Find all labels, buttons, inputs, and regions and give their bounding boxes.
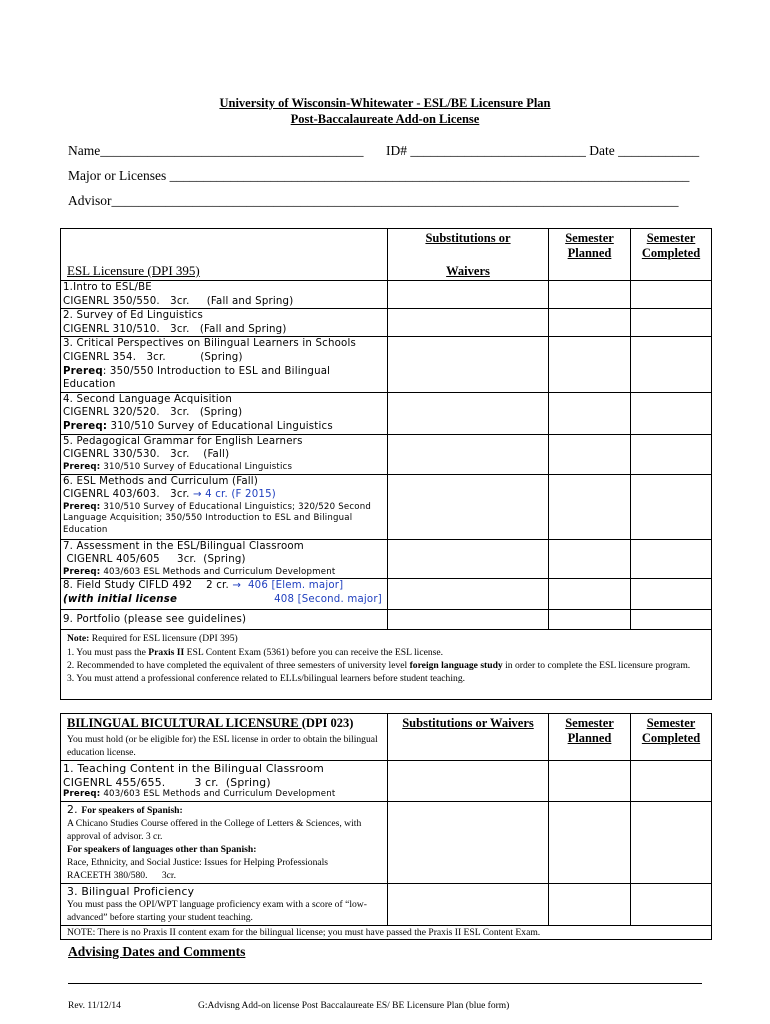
bilingual-heading: BILINGUAL BICULTURAL LICENSURE xyxy=(67,716,302,730)
esl-subs-cell[interactable] xyxy=(388,309,549,337)
esl-completed-cell[interactable] xyxy=(631,337,712,392)
esl-planned-cell[interactable] xyxy=(549,610,631,630)
bilingual-planned-cell[interactable] xyxy=(549,883,631,926)
comment-line[interactable] xyxy=(68,983,702,984)
bilingual-table xyxy=(60,713,712,940)
esl-course-row: 9. Portfolio (please see guidelines) xyxy=(61,610,388,630)
esl-completed-cell[interactable] xyxy=(631,474,712,539)
bilingual-col-subs: Substitutions or Waivers xyxy=(388,714,549,761)
esl-subs-cell[interactable] xyxy=(388,474,549,539)
esl-completed-cell[interactable] xyxy=(631,281,712,309)
esl-table xyxy=(60,228,712,700)
esl-planned-cell[interactable] xyxy=(549,474,631,539)
esl-course-row: 2. Survey of Ed Linguistics CIGENRL 310/510. 3cr. (Fall and Spring) xyxy=(61,309,388,337)
esl-subs-cell[interactable] xyxy=(388,539,549,579)
esl-course-row: 1.Intro to ESL/BE CIGENRL 350/550. 3cr. (Fall and Spring) xyxy=(61,281,388,309)
esl-course-row: 8. Field Study CIFLD 492 2 cr. → 406 [Elem. major] (with initial license 408 [Second. major] xyxy=(61,579,388,610)
page-title: University of Wisconsin-Whitewater - ESL/BE Licensure Plan xyxy=(219,96,551,110)
esl-col-subs: Substitutions or Waivers xyxy=(388,229,549,281)
esl-course-row: 4. Second Language Acquisition CIGENRL 320/520. 3cr. (Spring) Prereq: 310/510 Survey of Educational Linguistics xyxy=(61,392,388,434)
name-field[interactable]: Name_______________________________________ xyxy=(68,143,364,158)
esl-subs-cell[interactable] xyxy=(388,579,549,610)
advisor-field[interactable]: Advisor____________________________________________________________________________________ xyxy=(68,193,679,208)
esl-course-row: 3. Critical Perspectives on Bilingual Learners in Schools CIGENRL 354. 3cr. (Spring) Prereq: 350/550 Introduction to ESL and Bilingual Education xyxy=(61,337,388,392)
advising-heading: Advising Dates and Comments xyxy=(68,944,246,959)
bilingual-completed-cell[interactable] xyxy=(631,761,712,802)
bilingual-course-row: 3. Bilingual Proficiency You must pass the OPI/WPT language proficiency exam with a score of “low-advanced” before starting your student teaching. xyxy=(61,883,388,926)
esl-col-planned: Semester Planned xyxy=(549,229,631,281)
esl-subs-cell[interactable] xyxy=(388,434,549,474)
esl-course-row: 5. Pedagogical Grammar for English Learners CIGENRL 330/530. 3cr. (Fall) Prereq: 310/510 Survey of Educational Linguistics xyxy=(61,434,388,474)
bilingual-completed-cell[interactable] xyxy=(631,883,712,926)
file-path: G:Advisng Add-on license Post Baccalaureate ES/ BE Licensure Plan (blue form) xyxy=(198,1001,510,1011)
esl-planned-cell[interactable] xyxy=(549,434,631,474)
bilingual-subs-cell[interactable] xyxy=(388,883,549,926)
bilingual-completed-cell[interactable] xyxy=(631,801,712,883)
esl-planned-cell[interactable] xyxy=(549,579,631,610)
bilingual-subs-cell[interactable] xyxy=(388,801,549,883)
bilingual-course-row: 2. For speakers of Spanish: A Chicano Studies Course offered in the College of Letters & Sciences, with approval of advisor. 3 cr. For speakers of languages other than Spanish: Race, Ethnicity, and Social Justice: Issues for Helping Professionals RACEETH 380/580. 3cr. xyxy=(61,801,388,883)
revision-date: Rev. 11/12/14 xyxy=(68,1001,121,1011)
bilingual-col-planned: Semester Planned xyxy=(549,714,631,761)
bilingual-heading-cell: BILINGUAL BICULTURAL LICENSURE (DPI 023) You must hold (or be eligible for) the ESL license in order to obtain the bilingual education license. xyxy=(61,714,388,761)
esl-planned-cell[interactable] xyxy=(549,281,631,309)
esl-heading: ESL Licensure (DPI 395) xyxy=(67,263,200,278)
esl-completed-cell[interactable] xyxy=(631,610,712,630)
esl-col-completed: Semester Completed xyxy=(631,229,712,281)
esl-completed-cell[interactable] xyxy=(631,434,712,474)
esl-planned-cell[interactable] xyxy=(549,392,631,434)
esl-subs-cell[interactable] xyxy=(388,337,549,392)
esl-subs-cell[interactable] xyxy=(388,610,549,630)
bilingual-col-completed: Semester Completed xyxy=(631,714,712,761)
esl-subs-cell[interactable] xyxy=(388,392,549,434)
bilingual-planned-cell[interactable] xyxy=(549,761,631,802)
bilingual-course-row: 1. Teaching Content in the Bilingual Classroom CIGENRL 455/655. 3 cr. (Spring) Prereq: 403/603 ESL Methods and Curriculum Development xyxy=(61,761,388,802)
esl-notes: Note: Required for ESL licensure (DPI 395) 1. You must pass the Praxis II ESL Content Exam (5361) before you can receive the ESL license. 2. Recommended to have completed the equivalent of three semesters of university level foreign language study in order to complete the ESL licensure program. 3. You must attend a professional conference related to ELLs/bilingual learners before student teaching. xyxy=(61,630,712,700)
esl-planned-cell[interactable] xyxy=(549,309,631,337)
esl-course-row: 7. Assessment in the ESL/Bilingual Classroom CIGENRL 405/605 3cr. (Spring) Prereq: 403/603 ESL Methods and Curriculum Development xyxy=(61,539,388,579)
page-subtitle: Post-Baccalaureate Add-on License xyxy=(290,112,480,126)
major-field[interactable]: Major or Licenses _____________________________________________________________________________ xyxy=(68,168,690,183)
bilingual-planned-cell[interactable] xyxy=(549,801,631,883)
id-date-field[interactable]: ID# __________________________ Date ____________ xyxy=(386,143,700,158)
esl-completed-cell[interactable] xyxy=(631,579,712,610)
esl-planned-cell[interactable] xyxy=(549,539,631,579)
esl-completed-cell[interactable] xyxy=(631,309,712,337)
esl-completed-cell[interactable] xyxy=(631,392,712,434)
esl-completed-cell[interactable] xyxy=(631,539,712,579)
esl-heading-cell xyxy=(61,229,388,281)
esl-planned-cell[interactable] xyxy=(549,337,631,392)
bilingual-subs-cell[interactable] xyxy=(388,761,549,802)
esl-course-row: 6. ESL Methods and Curriculum (Fall) CIGENRL 403/603. 3cr. → 4 cr. (F 2015) Prereq: 310/510 Survey of Educational Linguistics; 320/520 Second Language Acquisition; 350/550 Introduction to ESL and Bilingual Education xyxy=(61,474,388,539)
bilingual-note: NOTE: There is no Praxis II content exam for the bilingual license; you must have passed the Praxis II ESL Content Exam. xyxy=(61,926,712,940)
esl-subs-cell[interactable] xyxy=(388,281,549,309)
